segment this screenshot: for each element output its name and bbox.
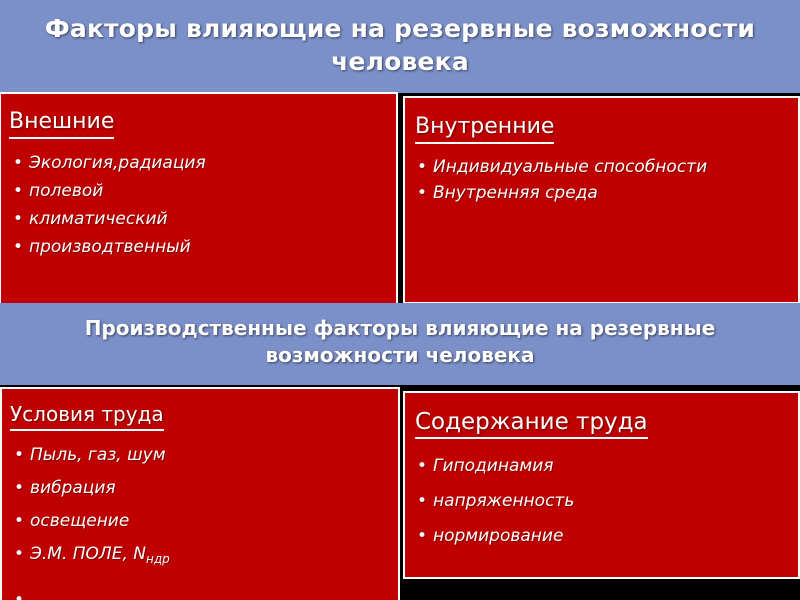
work-conditions-panel — [0, 387, 400, 600]
work-content-title: Содержание труда — [415, 408, 648, 439]
bullet-icon: • — [417, 456, 428, 476]
list-item: • освещение — [14, 505, 398, 538]
bullet-icon: • — [417, 526, 428, 546]
list-item: • климатический — [13, 205, 396, 233]
bullet-icon: • — [13, 209, 24, 229]
list-item: • полевой — [13, 177, 396, 205]
list-item: • напряженность — [417, 484, 798, 519]
internal-factors-panel — [403, 96, 800, 304]
header-mid-title: Производственные факторы влияющие на резервные возможности человека — [84, 316, 716, 367]
list-item: • нормирование — [417, 519, 798, 554]
bullet-icon: • — [14, 445, 25, 465]
header-mid-banner — [0, 303, 800, 385]
bullet-icon: • — [13, 237, 24, 257]
external-factors-title: Внешние — [9, 108, 114, 139]
external-factors-panel — [0, 92, 398, 306]
bullet-icon: • — [417, 157, 428, 177]
header-top-banner — [0, 0, 800, 93]
list-item: • вибрация — [14, 472, 398, 505]
bullet-icon: • — [13, 181, 24, 201]
list-item: • производтвенный — [13, 233, 396, 261]
work-conditions-list — [14, 439, 398, 576]
bullet-icon: • — [417, 491, 428, 511]
header-top-title: Факторы влияющие на резервные возможности человека — [44, 14, 756, 76]
list-item: • Внутренняя среда — [417, 180, 798, 206]
list-item: • Пыль, газ, шум — [14, 439, 398, 472]
bullet-icon: • — [14, 478, 25, 498]
em-field-subscript: ндр — [145, 552, 170, 566]
bullet-icon: • — [14, 544, 25, 564]
list-item: • Индивидуальные способности — [417, 154, 798, 180]
list-item: • Экология,радиация — [13, 149, 396, 177]
list-item: • Гиподинамия — [417, 449, 798, 484]
list-item — [14, 538, 398, 576]
work-content-panel — [403, 391, 800, 579]
external-factors-list — [13, 149, 396, 261]
bullet-icon: • — [417, 183, 428, 203]
work-content-list — [417, 449, 798, 554]
bullet-icon: • — [13, 153, 24, 173]
internal-factors-list — [417, 154, 798, 206]
em-field-label: Э.М. ПОЛЕ, N — [30, 544, 146, 564]
bullet-icon: • — [14, 511, 25, 531]
internal-factors-title: Внутренние — [415, 113, 554, 144]
bullet-icon: • — [14, 590, 25, 600]
work-conditions-title: Условия труда — [10, 400, 164, 431]
